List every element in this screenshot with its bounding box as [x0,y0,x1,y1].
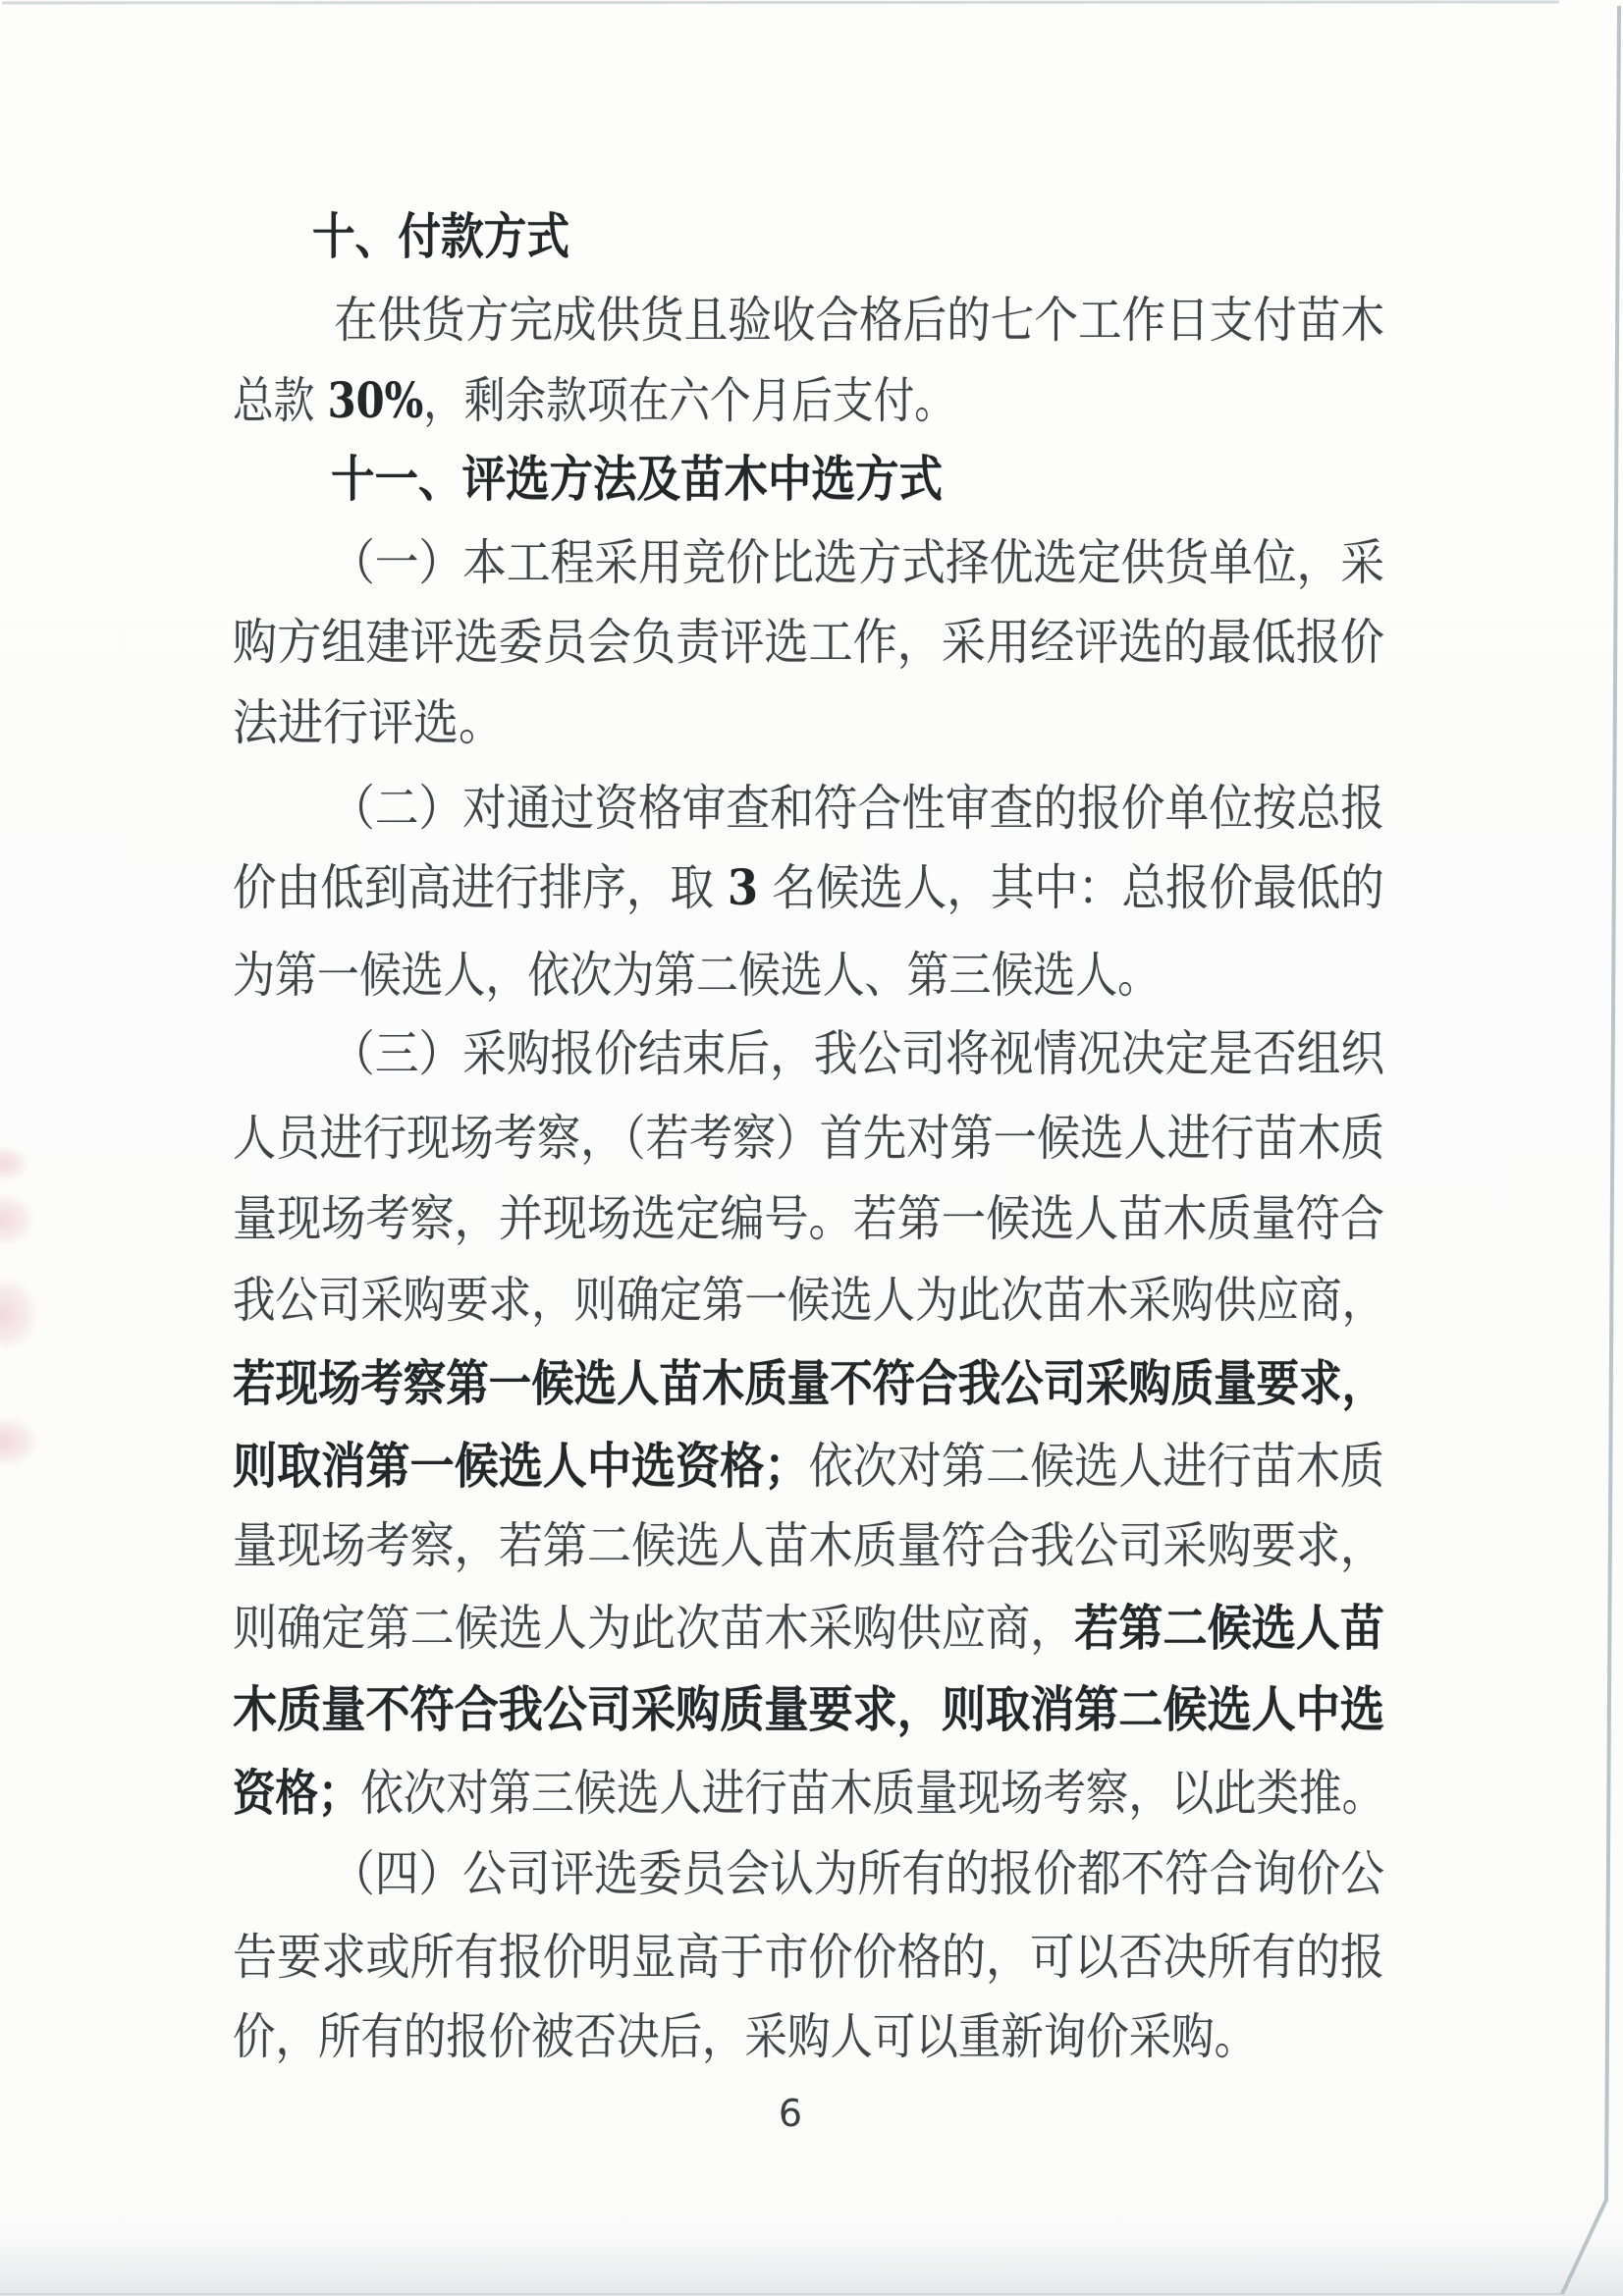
text-segment: 价，所有的报价被否决后，采购人可以重新询价采购。 [233,2008,1258,2065]
text-segment: 我公司采购要求，则确定第一候选人为此次苗木采购供应商， [233,1272,1385,1329]
page-number: 6 [778,2092,803,2135]
text-segment: 资格； [233,1764,361,1822]
scan-stain [0,1418,37,1465]
text-segment: 木质量不符合我公司采购质量要求，则取消第二候选人中选 [233,1680,1384,1738]
text-line [334,289,1512,352]
text-line [233,856,1526,919]
scan-stain [0,1279,37,1349]
text-segment: 若现场考察第一候选人苗木质量不符合我公司采购质量要求， [233,1354,1385,1412]
section-heading [312,205,607,268]
text-line [331,777,1509,840]
text-segment: 3 [728,858,759,916]
text-line [233,1352,1558,1415]
paper-right-edge [1562,6,1619,2294]
text-segment: 价由低到高进行排序，取 [233,859,729,916]
text-line [331,531,1509,594]
text-segment: 十、付款方式 [312,208,569,265]
text-line [233,944,1313,1007]
text-segment: 依次对第二候选人进行苗木质 [808,1438,1384,1495]
text-segment: （一）本工程采用竞价比选方式择优选定供货单位，采 [331,534,1385,591]
text-segment: （三）采购报价结束后，我公司将视情况决定是否组织 [331,1025,1385,1082]
text-line [233,1762,1558,1825]
text-line [233,2005,1411,2068]
text-segment: 则确定第二候选人为此次苗木采购供应商， [233,1600,1075,1657]
text-segment: （四）公司评选委员会认为所有的报价都不符合询价公 [331,1845,1385,1902]
text-segment: 十一、评选方法及苗木中选方式 [331,451,943,508]
text-segment: （二）对通过资格审查和符合性审查的报价单位按总报 [331,780,1385,837]
text-line [233,1187,1509,1250]
text-segment: 购方组建评选委员会负责评选工作，采用经评选的最低报价 [233,614,1384,671]
text-segment: 若第二候选人苗 [1074,1599,1384,1657]
text-line [233,1678,1509,1741]
scanner-bottom-shadow [0,2233,1623,2296]
text-line [233,1269,1558,1332]
text-line [233,1597,1509,1660]
text-line [233,1107,1534,1170]
text-segment: 量现场考察，若第二候选人苗木质量符合我公司采购要求， [233,1517,1384,1574]
text-segment: 名候选人，其中：总报价最低的 [758,859,1384,916]
text-line [331,1022,1509,1085]
text-line [233,1435,1509,1498]
text-line [233,1926,1509,1989]
text-segment: 人员进行现场考察，（若考察）首先对第一候选人进行苗木质 [233,1110,1385,1167]
text-segment: 则取消第一候选人中选资格； [233,1437,809,1495]
text-segment: 量现场考察，并现场选定编号。若第一候选人苗木质量符合 [233,1190,1384,1247]
text-segment: 告要求或所有报价明显高于市价价格的，可以否决所有的报 [233,1929,1384,1986]
paper-top-edge [2,2,1559,3]
text-segment: 30% [327,371,424,429]
text-line [233,1514,1509,1577]
text-segment: ，剩余款项在六个月后支付。 [423,372,955,429]
text-segment: 总款 [233,372,328,429]
text-segment: 在供货方完成供货且验收合格后的七个工作日支付苗木 [334,292,1385,349]
text-segment: 为第一候选人，依次为第二候选人、第三候选人。 [233,947,1161,1004]
scan-stain [0,1194,33,1245]
text-line [331,1842,1509,1905]
text-segment: 法进行评选。 [233,694,504,751]
text-line [233,691,527,754]
scan-stain [0,1147,27,1180]
text-line [233,611,1509,674]
section-heading [331,448,1018,511]
text-line [233,369,1100,432]
text-segment: 依次对第三候选人进行苗木质量现场考察，以此类推。 [360,1765,1385,1822]
